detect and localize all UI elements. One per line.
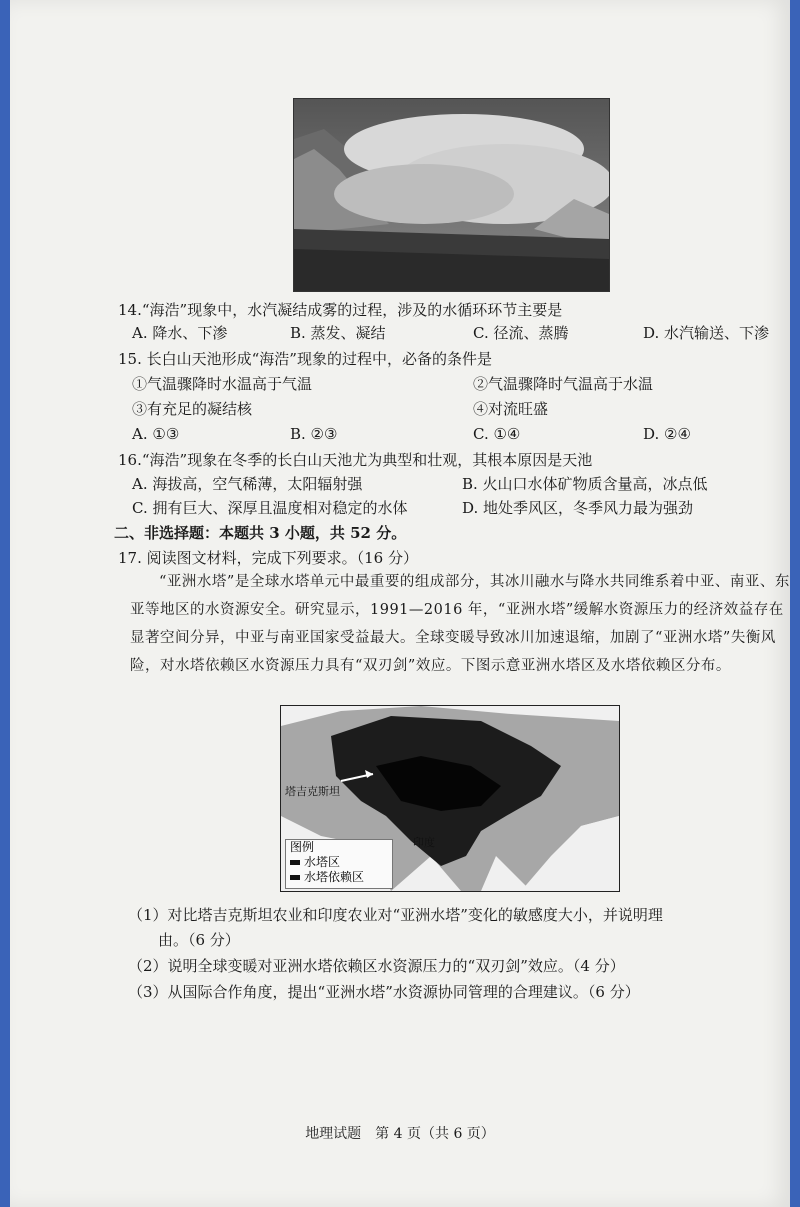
section-heading: 二、非选择题：本题共 3 小题，共 52 分。: [114, 524, 407, 542]
q15-option-c: C. ①④: [473, 425, 521, 443]
mountain-fog-image: [294, 99, 609, 291]
q14-stem: 14.“海浩”现象中，水汽凝结成雾的过程，涉及的水循环环节主要是: [118, 301, 563, 319]
q17-stem: 17. 阅读图文材料，完成下列要求。（16 分）: [118, 549, 418, 567]
q15-option-d: D. ②④: [643, 425, 691, 443]
page-footer: 地理试题 第 4 页（共 6 页）: [305, 1126, 495, 1142]
legend-item-water-tower: 水塔区: [290, 855, 392, 870]
q16-option-d: D. 地处季风区，冬季风力最为强劲: [462, 499, 694, 517]
q15-statement-4: ④对流旺盛: [473, 400, 549, 418]
q16-option-c: C. 拥有巨大、深厚且温度相对稳定的水体: [132, 499, 408, 517]
exam-page: [10, 0, 790, 1207]
q17-material: “亚洲水塔”是全球水塔单元中最重要的组成部分，其冰川融水与降水共同维系着中亚、南亚、东亚等地区的水资源安全。研究显示，1991—2016 年，“亚洲水塔”缓解水资源压力的经济效益存在显著空间分异，中亚与南亚国家受益最大。全球变暖导致冰川加速退缩，加剧了“亚洲水塔”失衡风险，对水塔依赖区水资源压力具有“双刃剑”效应。下图示意亚洲水塔区及水塔依赖区分布。: [130, 574, 790, 674]
q15-stem: 15. 长白山天池形成“海浩”现象的过程中，必备的条件是: [118, 350, 492, 368]
asia-water-tower-map: [280, 705, 620, 892]
q14-option-d: D. 水汽输送、下渗: [643, 324, 770, 342]
map-label-tajikistan: 塔吉克斯坦: [285, 785, 340, 798]
q15-statement-1: ①气温骤降时水温高于气温: [132, 375, 313, 393]
legend-item-dependent-region: 水塔依赖区: [290, 870, 392, 885]
q14-option-b: B. 蒸发、凝结: [290, 324, 386, 342]
q14-option-c: C. 径流、蒸腾: [473, 324, 569, 342]
legend-title: 图例: [290, 840, 315, 854]
q17-sub1-line1: （1）对比塔吉克斯坦农业和印度农业对“亚洲水塔”变化的敏感度大小，并说明理: [128, 906, 663, 924]
q15-option-b: B. ②③: [290, 425, 338, 443]
q15-statement-2: ②气温骤降时气温高于水温: [473, 375, 654, 393]
q16-option-a: A. 海拔高，空气稀薄，太阳辐射强: [132, 475, 363, 493]
q16-stem: 16.“海浩”现象在冬季的长白山天池尤为典型和壮观，其根本原因是天池: [118, 451, 593, 469]
q17-sub3: （3）从国际合作角度，提出“亚洲水塔”水资源协同管理的合理建议。（6 分）: [128, 983, 640, 1001]
q15-option-a: A. ①③: [132, 425, 180, 443]
q17-sub1-line2: 由。（6 分）: [158, 931, 240, 949]
map-legend: [285, 839, 393, 889]
q14-option-a: A. 降水、下渗: [132, 324, 228, 342]
map-label-india: 印度: [413, 836, 435, 849]
haihao-photo: [293, 98, 610, 292]
q16-option-b: B. 火山口水体矿物质含量高，冰点低: [462, 475, 708, 493]
q15-statement-3: ③有充足的凝结核: [132, 400, 253, 418]
q17-sub2: （2）说明全球变暖对亚洲水塔依赖区水资源压力的“双刃剑”效应。（4 分）: [128, 957, 625, 975]
